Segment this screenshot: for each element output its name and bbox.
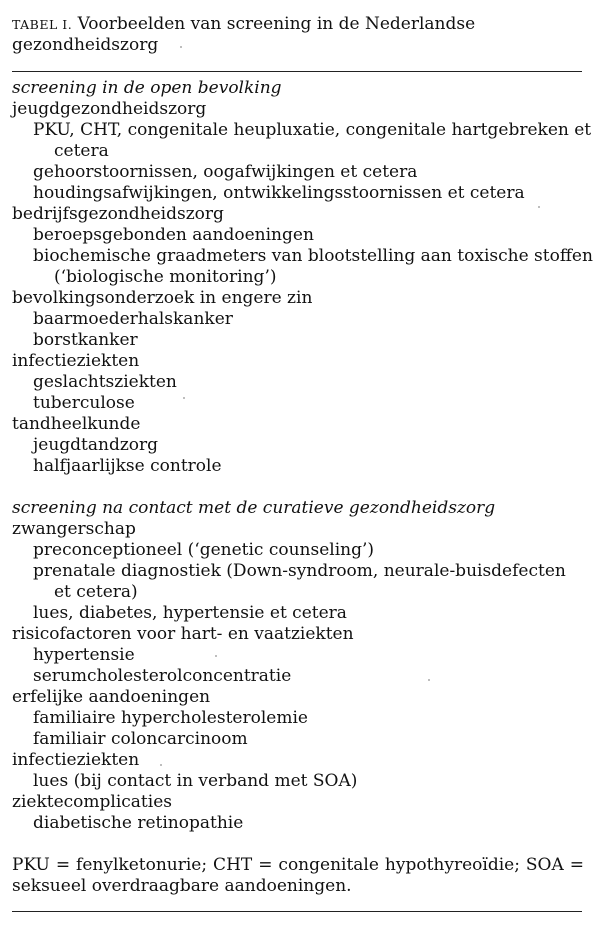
list-item: biochemische graadmeters van blootstelling aan toxische stoffen [33,246,593,266]
list-item: borstkanker [33,330,138,350]
group-heading: tandheelkunde [12,414,141,434]
scan-speck [538,206,540,208]
group-heading: jeugdgezondheidszorg [12,99,207,119]
group-heading: ziektecomplicaties [12,792,172,812]
table-caption [12,14,584,56]
scan-speck [183,397,185,399]
group-heading: infectieziekten [12,351,140,371]
list-item: hypertensie [33,645,135,665]
list-item: preconceptioneel (‘genetic counseling’) [33,540,375,560]
list-item: lues (bij contact in verband met SOA) [33,771,358,791]
group-heading: erfelijke aandoeningen [12,687,211,707]
table-title: Voorbeelden van screening in de Nederlandse gezondheidszorg [12,14,476,55]
list-item-continuation: et cetera) [54,582,138,602]
footnote: PKU = fenylketonurie; CHT = congenitale hypothyreoïdie; SOA = seksueel overdraagbare aandoeningen. [12,855,584,896]
list-item: baarmoederhalskanker [33,309,233,329]
scan-speck [180,46,182,48]
list-item: diabetische retinopathie [33,813,244,833]
scan-speck [160,764,162,766]
list-item: familiaire hypercholesterolemie [33,708,308,728]
top-rule [12,71,582,72]
bottom-rule [12,911,582,912]
list-item: prenatale diagnostiek (Down-syndroom, neurale-buisdefecten [33,561,566,581]
section-gap [12,477,584,498]
list-item: geslachtsziekten [33,372,177,392]
list-item: jeugdtandzorg [33,435,159,455]
group-heading: bedrijfsgezondheidszorg [12,204,224,224]
group-heading: risicofactoren voor hart- en vaatziekten [12,624,354,644]
list-item: halfjaarlijkse controle [33,456,222,476]
list-item: tuberculose [33,393,135,413]
list-item: PKU, CHT, congenitale heupluxatie, congenitale hartgebreken et [33,120,592,140]
list-item-continuation: (‘biologische monitoring’) [54,267,277,287]
table-body [12,78,593,834]
group-heading: zwangerschap [12,519,136,539]
list-item-continuation: cetera [54,141,109,161]
list-item: familiair coloncarcinoom [33,729,248,749]
group-heading: bevolkingsonderzoek in engere zin [12,288,313,308]
scan-speck [428,679,430,681]
list-item: gehoorstoornissen, oogafwijkingen et cetera [33,162,418,182]
scan-speck [215,655,217,657]
list-item: serumcholesterolconcentratie [33,666,292,686]
table-label: TABEL I. [12,17,73,32]
section-title: screening in de open bevolking [12,78,282,98]
section-title: screening na contact met de curatieve gezondheidszorg [12,498,496,518]
list-item: beroepsgebonden aandoeningen [33,225,314,245]
list-item: lues, diabetes, hypertensie et cetera [33,603,347,623]
group-heading: infectieziekten [12,750,140,770]
list-item: houdingsafwijkingen, ontwikkelingsstoornissen et cetera [33,183,525,203]
